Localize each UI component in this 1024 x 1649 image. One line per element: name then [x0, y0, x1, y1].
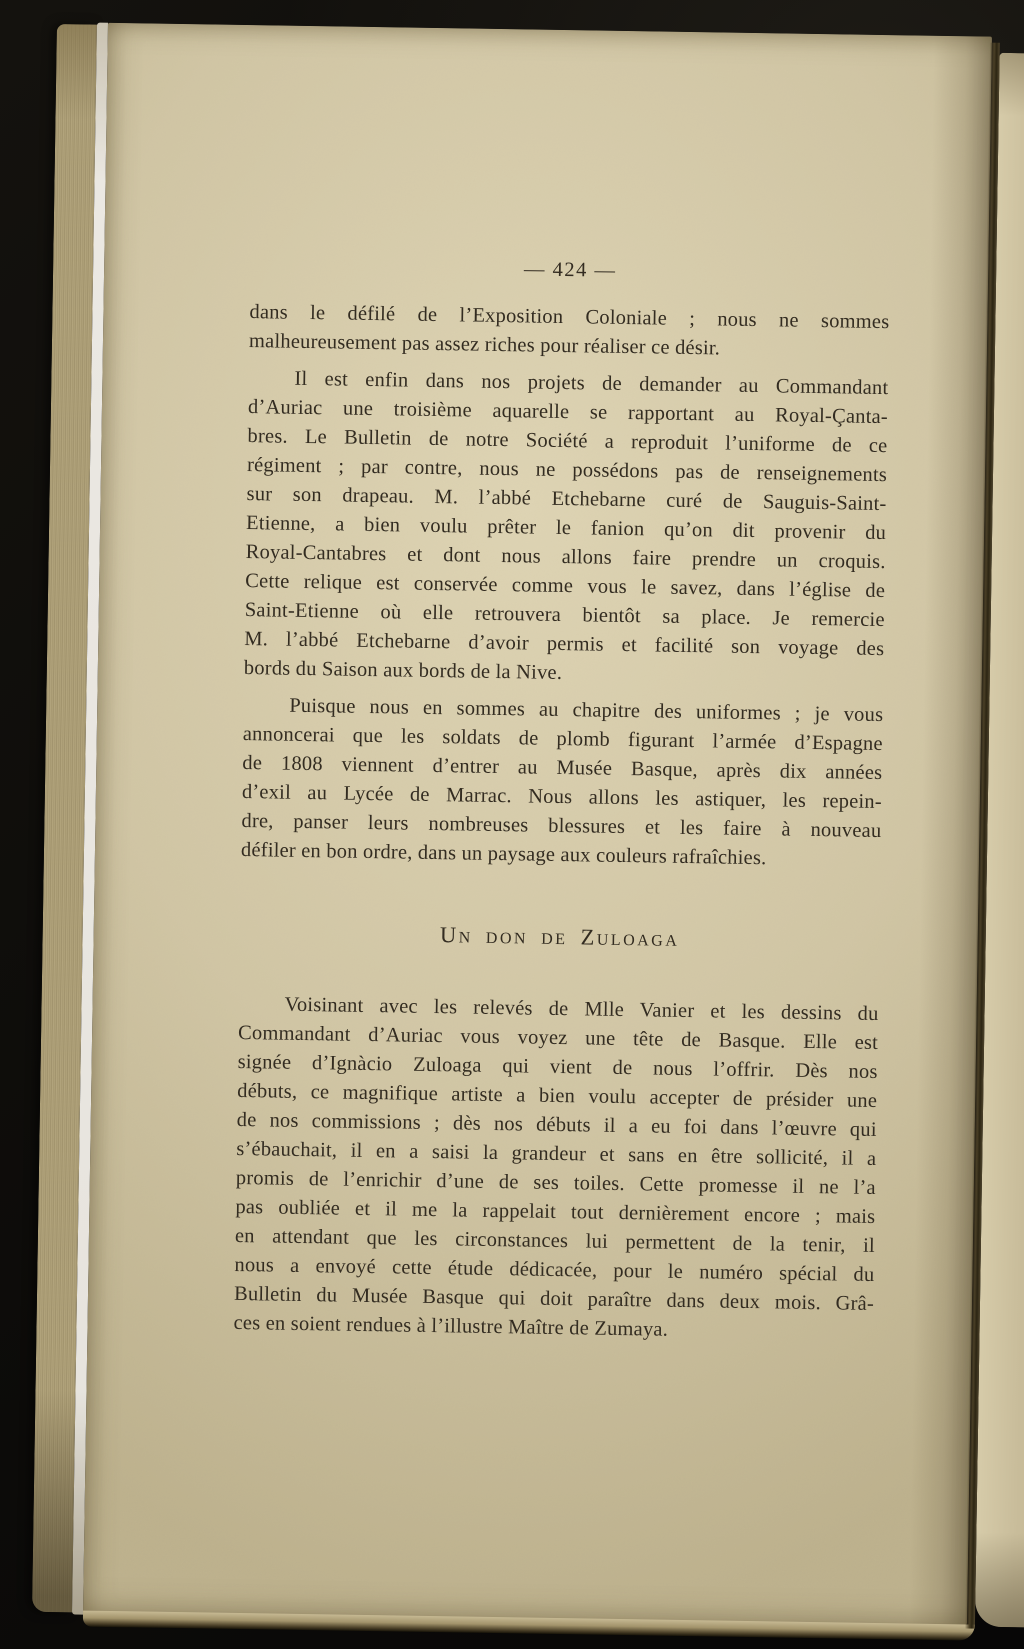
text-line: Etienne, a bien voulu prêter le fanion qu’on dit provenir du: [245, 512, 887, 545]
text-line: Commandant d’Auriac vous voyez une tête de Basque. Elle est: [237, 1021, 879, 1055]
paragraph-4: [233, 990, 878, 1348]
text-line: sur son drapeau. M. l’abbé Etchebarne curé de Sauguis-Saint-: [246, 483, 887, 516]
paragraph-1: [249, 298, 890, 366]
text-line: d’Auriac une troisième aquarelle se rapportant au Royal-Çanta-: [247, 396, 889, 429]
text-line: s’ébauchait, il en a saisi la grandeur et sans en être sollicité, il a: [236, 1137, 877, 1171]
text-line: Cette relique est conservée comme vous le savez, dans l’église de: [245, 570, 886, 603]
book-spread: [32, 22, 1024, 1638]
text-line: débuts, ce magnifique artiste a bien voulu accepter de présider une: [237, 1079, 878, 1113]
text-line: régiment ; par contre, nous ne possédons pas de renseignements: [246, 454, 888, 487]
text-line: dans le défilé de l’Exposition Coloniale ; nous ne sommes: [249, 301, 890, 334]
text-line: Il est enfin dans nos projets de demander au Commandant: [294, 367, 889, 400]
text-line: pas oubliée et il me la rappelait tout dernièrement encore ; mais: [235, 1195, 876, 1228]
text-line: malheureusement pas assez riches pour réaliser ce désir.: [248, 330, 721, 360]
text-line: promis de l’enrichir d’une de ses toiles. Cette promesse il ne l’a: [235, 1166, 876, 1200]
text-line: en attendant que les circonstances lui permettent de la tenir, il: [234, 1224, 876, 1257]
text-line: M. l’abbé Etchebarne d’avoir permis et facilité son voyage des: [244, 628, 885, 661]
text-line: Puisque nous en sommes au chapitre des uniformes ; je vous: [289, 694, 884, 727]
text-line: signée d’Ignàcio Zuloaga qui vient de nous l’offrir. Dès nos: [237, 1050, 878, 1084]
page-content: [233, 251, 890, 1356]
text-line: ces en soient rendues à l’illustre Maître de Zumaya.: [233, 1311, 669, 1341]
text-line: nous a envoyé cette étude dédicacée, pour le numéro spécial du: [234, 1253, 875, 1286]
text-line: de 1808 viennent d’entrer au Musée Basque, après dix années: [242, 752, 883, 785]
text-line: défiler en bon ordre, dans un paysage aux couleurs rafraîchies.: [240, 838, 767, 870]
text-line: de nos commissions ; dès nos débuts il a eu foi dans l’œuvre qui: [236, 1108, 877, 1142]
section-heading: Un don de Zuloaga: [439, 922, 680, 951]
book-page: [83, 23, 992, 1627]
text-line: Saint-Etienne où elle retrouvera bientôt sa place. Je remercie: [244, 599, 885, 632]
paragraph-2: [244, 364, 889, 693]
text-line: Bulletin du Musée Basque qui doit paraître dans deux mois. Grâ-: [233, 1282, 875, 1315]
text-line: Voisinant avec les relevés de Mlle Vanier et les dessins du: [284, 993, 879, 1026]
text-line: d’exil au Lycée de Marrac. Nous allons les astiquer, les repein-: [241, 781, 883, 814]
text-line: bres. Le Bulletin de notre Société a reproduit l’uniforme de ce: [247, 425, 888, 458]
text-line: Royal-Cantabres et dont nous allons faire prendre un croquis.: [245, 541, 886, 574]
text-line: dre, panser leurs nombreuses blessures et les faire à nouveau: [241, 809, 882, 843]
paragraph-3: [241, 691, 884, 875]
text-line: bords du Saison aux bords de la Nive.: [243, 657, 563, 685]
text-line: annoncerai que les soldats de plomb figurant l’armée d’Espagne: [242, 723, 883, 756]
page-number: — 424 —: [523, 258, 617, 282]
